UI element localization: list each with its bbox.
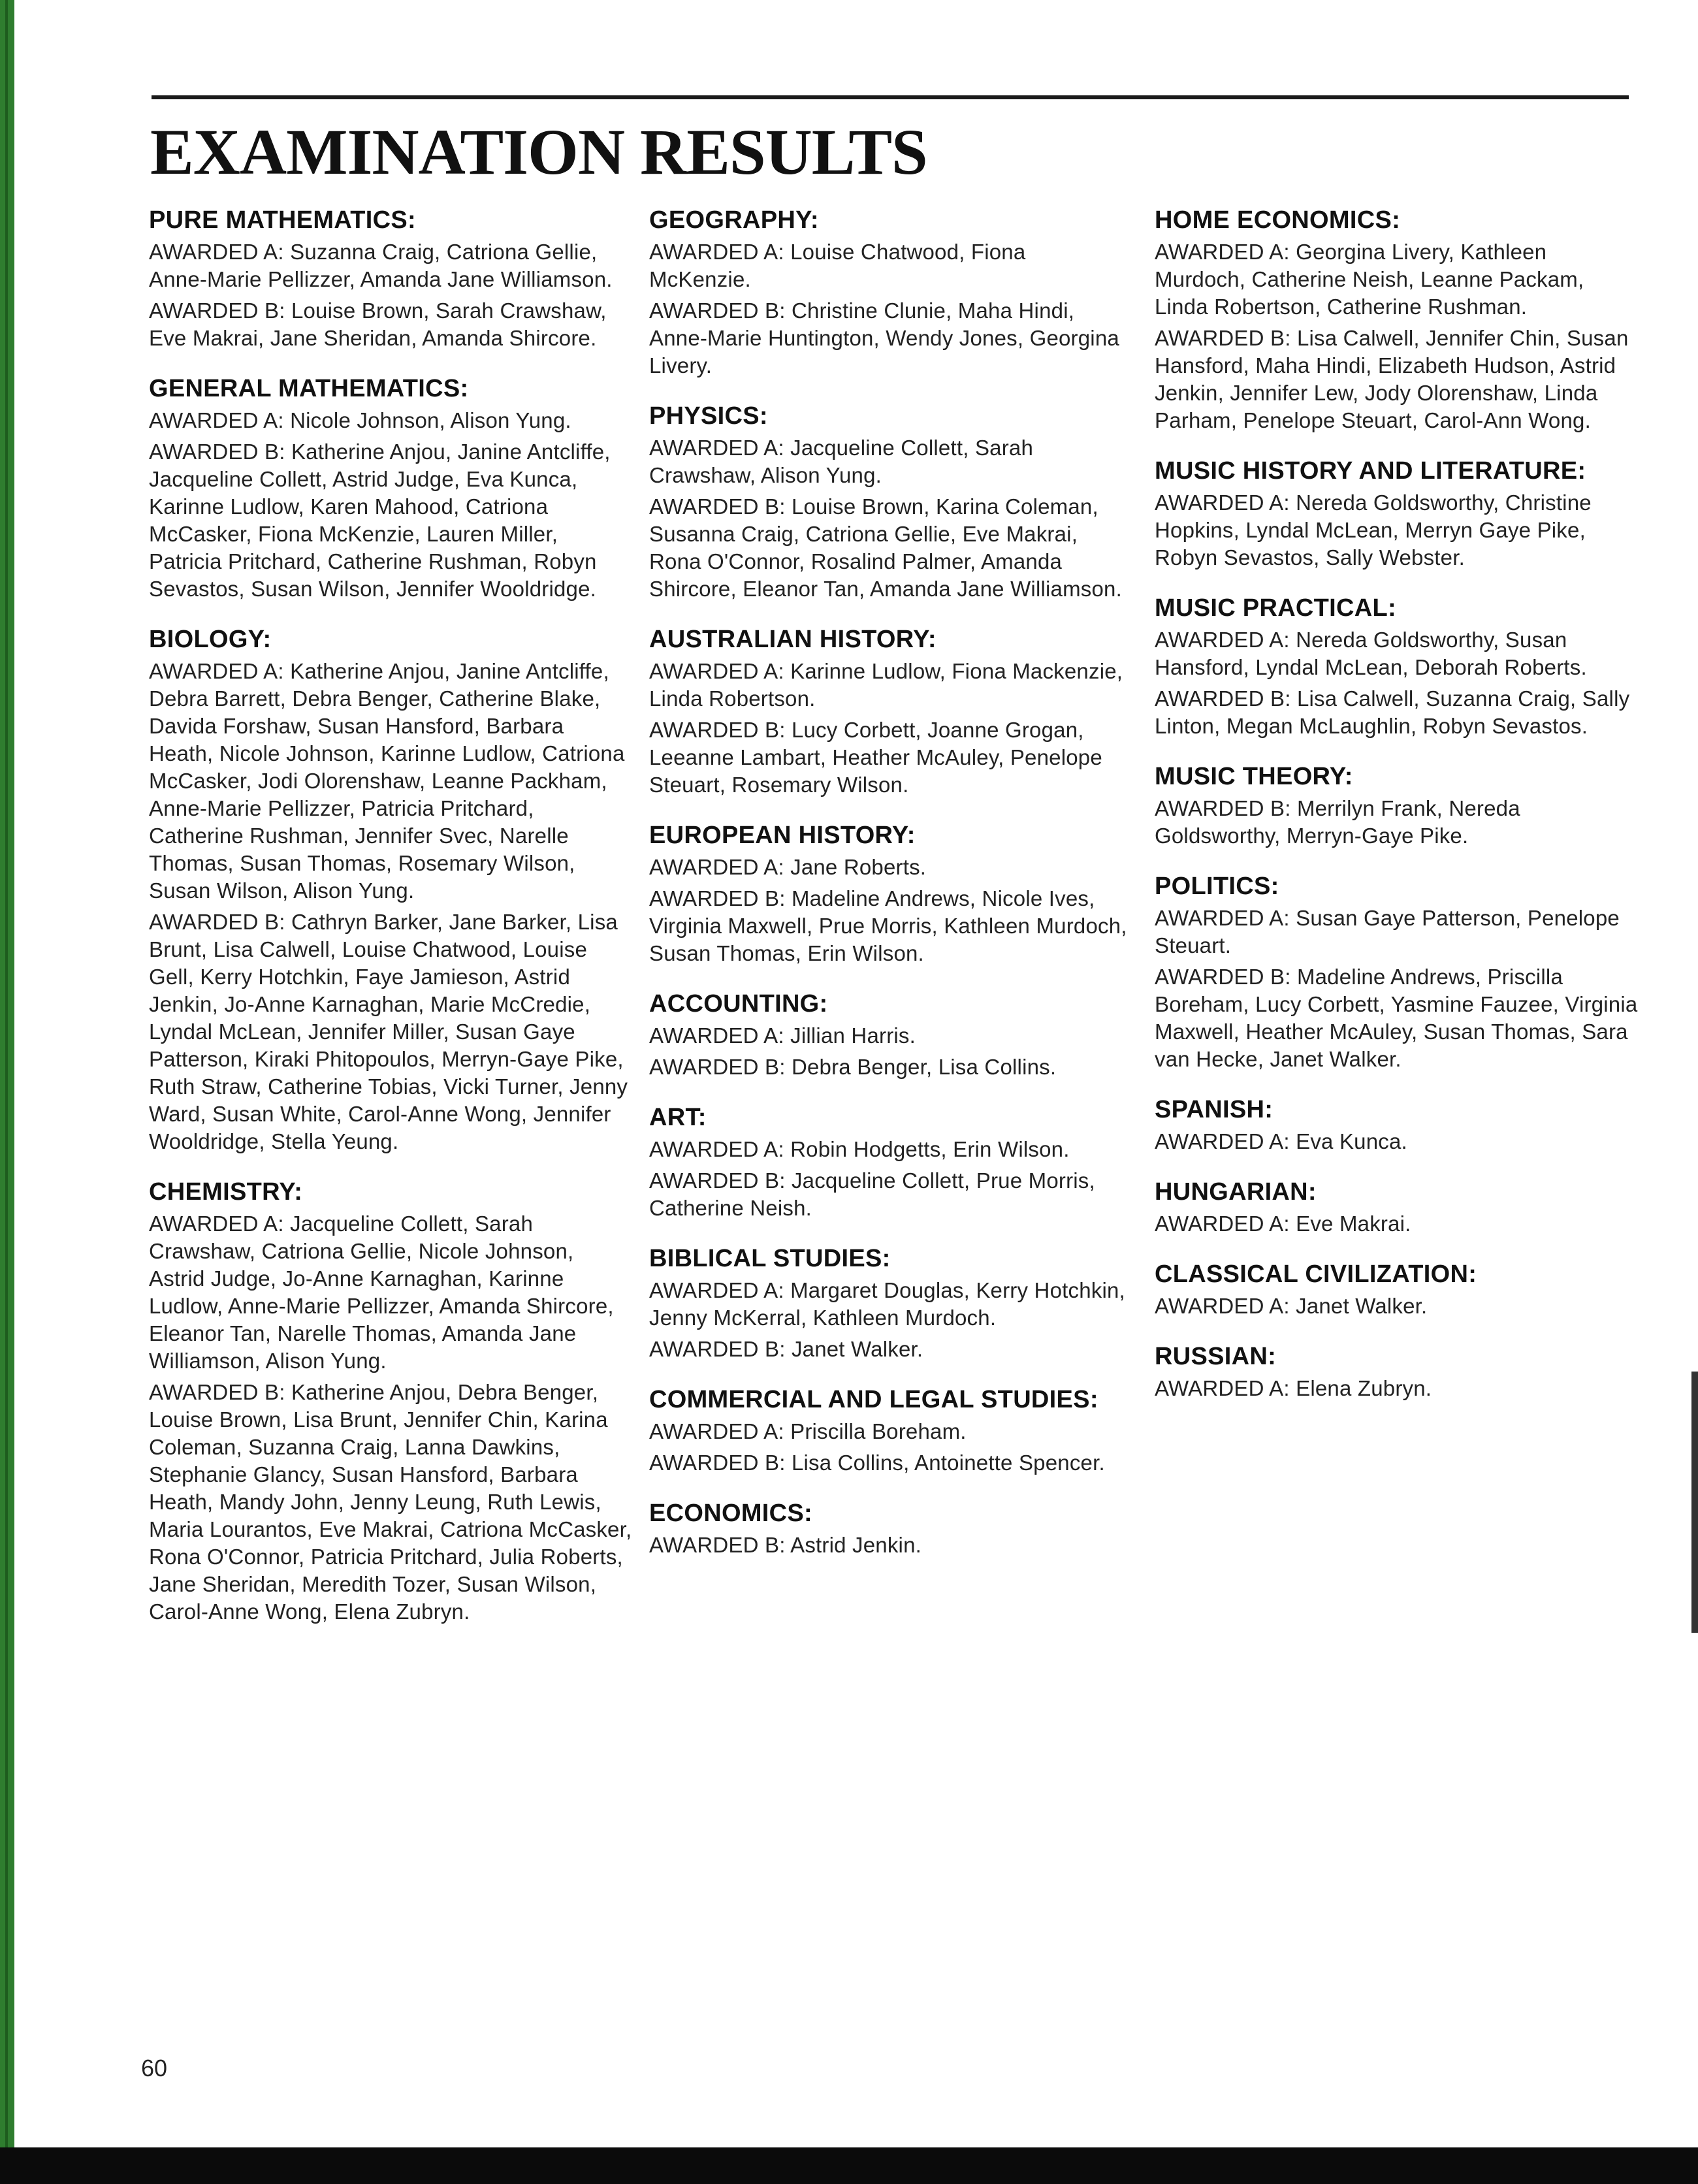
award-list: AWARDED A: Jacqueline Collett, Sarah Crawshaw, Alison Yung.: [649, 436, 1034, 487]
award-list: AWARDED B: Katherine Anjou, Debra Benger, Louise Brown, Lisa Brunt, Jennifer Chin, Karina Coleman, Suzanna Craig, Lanna Dawkins, Stephanie Glancy, Susan Hansford, Barbara Heath, Mandy John, Jenny Leung, Ruth Lewis, Maria Lourantos, Eve Makrai, Catriona McCasker, Rona O'Connor, Patricia Pritchard, Julia Roberts, Jane Sheridan, Meredith Tozer, Susan Wilson, Carol-Anne Wong, Elena Zubryn.: [149, 1380, 632, 1624]
subject-section: [649, 1499, 1132, 1559]
subject-heading: MUSIC PRACTICAL:: [1155, 594, 1396, 622]
award-list: AWARDED A: Priscilla Boreham.: [649, 1419, 967, 1443]
award-list: AWARDED A: Karinne Ludlow, Fiona Mackenzie, Linda Robertson.: [649, 659, 1123, 711]
subject-section: [1155, 594, 1638, 740]
award-list: AWARDED A: Nereda Goldsworthy, Christine Hopkins, Lyndal McLean, Merryn Gaye Pike, Robyn Sevastos, Sally Webster.: [1155, 490, 1592, 570]
award-list: AWARDED A: Nicole Johnson, Alison Yung.: [149, 408, 571, 432]
award-list: AWARDED B: Christine Clunie, Maha Hindi, Anne-Marie Huntington, Wendy Jones, Georgina Livery.: [649, 298, 1119, 377]
subject-section: [649, 989, 1132, 1081]
award-list: AWARDED B: Merrilyn Frank, Nereda Goldsworthy, Merryn-Gaye Pike.: [1155, 796, 1520, 848]
subject-section: [149, 206, 632, 352]
subject-section: [649, 821, 1132, 967]
subject-section: [649, 402, 1132, 603]
subject-section: [649, 1385, 1132, 1477]
subject-section: [649, 625, 1132, 799]
award-list: AWARDED B: Jacqueline Collett, Prue Morris, Catherine Neish.: [649, 1168, 1095, 1220]
award-list: AWARDED A: Georgina Livery, Kathleen Murdoch, Catherine Neish, Leanne Packam, Linda Robertson, Catherine Rushman.: [1155, 240, 1584, 319]
award-list: AWARDED B: Lucy Corbett, Joanne Grogan, Leeanne Lambart, Heather McAuley, Penelope Steuart, Rosemary Wilson.: [649, 718, 1102, 797]
subject-heading: SPANISH:: [1155, 1096, 1274, 1123]
subject-section: [149, 374, 632, 603]
results-column-3: [1155, 206, 1638, 1424]
subject-section: [1155, 1095, 1638, 1155]
subject-section: [649, 206, 1132, 379]
award-list: AWARDED B: Lisa Calwell, Jennifer Chin, Susan Hansford, Maha Hindi, Elizabeth Hudson, Astrid Jenkin, Jennifer Lew, Jody Olorenshaw, Linda Parham, Penelope Steuart, Carol-Ann Wong.: [1155, 326, 1629, 432]
subject-heading: RUSSIAN:: [1155, 1343, 1277, 1370]
page-title: EXAMINATION RESULTS: [150, 116, 927, 188]
subject-section: [1155, 762, 1638, 850]
award-list: AWARDED A: Louise Chatwood, Fiona McKenzie.: [649, 240, 1026, 291]
subject-heading: ECONOMICS:: [649, 1500, 812, 1527]
award-list: AWARDED A: Nereda Goldsworthy, Susan Hansford, Lyndal McLean, Deborah Roberts.: [1155, 628, 1587, 679]
subject-heading: PURE MATHEMATICS:: [149, 206, 416, 234]
results-column-2: [649, 206, 1132, 1581]
award-list: AWARDED A: Eva Kunca.: [1155, 1129, 1407, 1153]
subject-heading: GENERAL MATHEMATICS:: [149, 375, 469, 402]
award-list: AWARDED A: Margaret Douglas, Kerry Hotchkin, Jenny McKerral, Kathleen Murdoch.: [649, 1278, 1125, 1330]
subject-heading: AUSTRALIAN HISTORY:: [649, 626, 937, 653]
award-list: AWARDED B: Lisa Collins, Antoinette Spencer.: [649, 1451, 1105, 1475]
award-list: AWARDED B: Katherine Anjou, Janine Antcliffe, Jacqueline Collett, Astrid Judge, Eva Kunca, Karinne Ludlow, Karen Mahood, Catriona McCasker, Fiona McKenzie, Lauren Miller, Patricia Pritchard, Catherine Rushman, Robyn Sevastos, Susan Wilson, Jennifer Wooldridge.: [149, 440, 611, 601]
award-list: AWARDED B: Louise Brown, Sarah Crawshaw, Eve Makrai, Jane Sheridan, Amanda Shircore.: [149, 298, 607, 350]
subject-section: [649, 1103, 1132, 1222]
subject-section: [1155, 1260, 1638, 1320]
results-column-1: [149, 206, 632, 1648]
award-list: AWARDED B: Madeline Andrews, Priscilla Boreham, Lucy Corbett, Yasmine Fauzee, Virginia Maxwell, Heather McAuley, Susan Thomas, Sara van Hecke, Janet Walker.: [1155, 965, 1638, 1071]
subject-section: [149, 625, 632, 1155]
award-list: AWARDED A: Jillian Harris.: [649, 1023, 916, 1048]
award-list: AWARDED B: Madeline Andrews, Nicole Ives, Virginia Maxwell, Prue Morris, Kathleen Murdoch, Susan Thomas, Erin Wilson.: [649, 886, 1127, 965]
award-list: AWARDED A: Janet Walker.: [1155, 1294, 1428, 1318]
page-number: 60: [141, 2055, 168, 2081]
award-list: AWARDED A: Jane Roberts.: [649, 855, 927, 879]
subject-heading: CLASSICAL CIVILIZATION:: [1155, 1261, 1477, 1288]
subject-heading: MUSIC THEORY:: [1155, 763, 1353, 790]
subject-section: [1155, 457, 1638, 571]
award-list: AWARDED B: Debra Benger, Lisa Collins.: [649, 1055, 1057, 1079]
subject-heading: CHEMISTRY:: [149, 1178, 303, 1206]
award-list: AWARDED A: Suzanna Craig, Catriona Gellie, Anne-Marie Pellizzer, Amanda Jane Williamson.: [149, 240, 613, 291]
award-list: AWARDED B: Lisa Calwell, Suzanna Craig, Sally Linton, Megan McLaughlin, Robyn Sevastos.: [1155, 686, 1630, 738]
subject-heading: BIBLICAL STUDIES:: [649, 1245, 891, 1272]
scan-bottom-border: [0, 2147, 1698, 2184]
binding-edge: [0, 0, 14, 2149]
award-list: AWARDED A: Eve Makrai.: [1155, 1212, 1411, 1236]
award-list: AWARDED A: Jacqueline Collett, Sarah Crawshaw, Catriona Gellie, Nicole Johnson, Astrid Judge, Jo-Anne Karnaghan, Karinne Ludlow, Anne-Marie Pellizzer, Amanda Shircore, Eleanor Tan, Narelle Thomas, Amanda Jane Williamson, Alison Yung.: [149, 1212, 614, 1373]
subject-section: [1155, 872, 1638, 1073]
award-list: AWARDED B: Cathryn Barker, Jane Barker, Lisa Brunt, Lisa Calwell, Louise Chatwood, Louise Gell, Kerry Hotchkin, Faye Jamieson, Astrid Jenkin, Jo-Anne Karnaghan, Marie McCredie, Lyndal McLean, Jennifer Miller, Susan Gaye Patterson, Kiraki Phitopoulos, Merryn-Gaye Pike, Ruth Straw, Catherine Tobias, Vicki Turner, Jenny Ward, Susan White, Carol-Anne Wong, Jennifer Wooldridge, Stella Yeung.: [149, 910, 628, 1153]
subject-section: [649, 1244, 1132, 1363]
subject-heading: HUNGARIAN:: [1155, 1178, 1317, 1206]
subject-section: [149, 1178, 632, 1626]
award-list: AWARDED A: Robin Hodgetts, Erin Wilson.: [649, 1137, 1070, 1161]
subject-section: [1155, 1178, 1638, 1238]
subject-section: [1155, 1342, 1638, 1402]
subject-heading: BIOLOGY:: [149, 626, 272, 653]
subject-heading: PHYSICS:: [649, 402, 768, 430]
award-list: AWARDED A: Susan Gaye Patterson, Penelope Steuart.: [1155, 906, 1620, 957]
award-list: AWARDED B: Astrid Jenkin.: [649, 1533, 922, 1557]
subject-heading: HOME ECONOMICS:: [1155, 206, 1401, 234]
subject-heading: ACCOUNTING:: [649, 990, 828, 1018]
subject-heading: ART:: [649, 1104, 707, 1131]
award-list: AWARDED B: Louise Brown, Karina Coleman, Susanna Craig, Catriona Gellie, Eve Makrai, Rona O'Connor, Rosalind Palmer, Amanda Shircore, Eleanor Tan, Amanda Jane Williamson.: [649, 494, 1122, 601]
subject-heading: GEOGRAPHY:: [649, 206, 819, 234]
subject-section: [1155, 206, 1638, 434]
award-list: AWARDED A: Katherine Anjou, Janine Antcliffe, Debra Barrett, Debra Benger, Catherine Blake, Davida Forshaw, Susan Hansford, Barbara Heath, Nicole Johnson, Karinne Ludlow, Catriona McCasker, Jodi Olorenshaw, Leanne Packham, Anne-Marie Pellizzer, Patricia Pritchard, Catherine Rushman, Jennifer Svec, Narelle Thomas, Susan Thomas, Rosemary Wilson, Susan Wilson, Alison Yung.: [149, 659, 625, 903]
award-list: AWARDED A: Elena Zubryn.: [1155, 1376, 1432, 1400]
subject-heading: MUSIC HISTORY AND LITERATURE:: [1155, 457, 1586, 485]
scan-edge-mark: [1691, 1372, 1698, 1633]
subject-heading: EUROPEAN HISTORY:: [649, 822, 916, 849]
award-list: AWARDED B: Janet Walker.: [649, 1337, 923, 1361]
subject-heading: POLITICS:: [1155, 873, 1279, 900]
subject-heading: COMMERCIAL AND LEGAL STUDIES:: [649, 1386, 1098, 1413]
header-rule: [152, 95, 1629, 99]
